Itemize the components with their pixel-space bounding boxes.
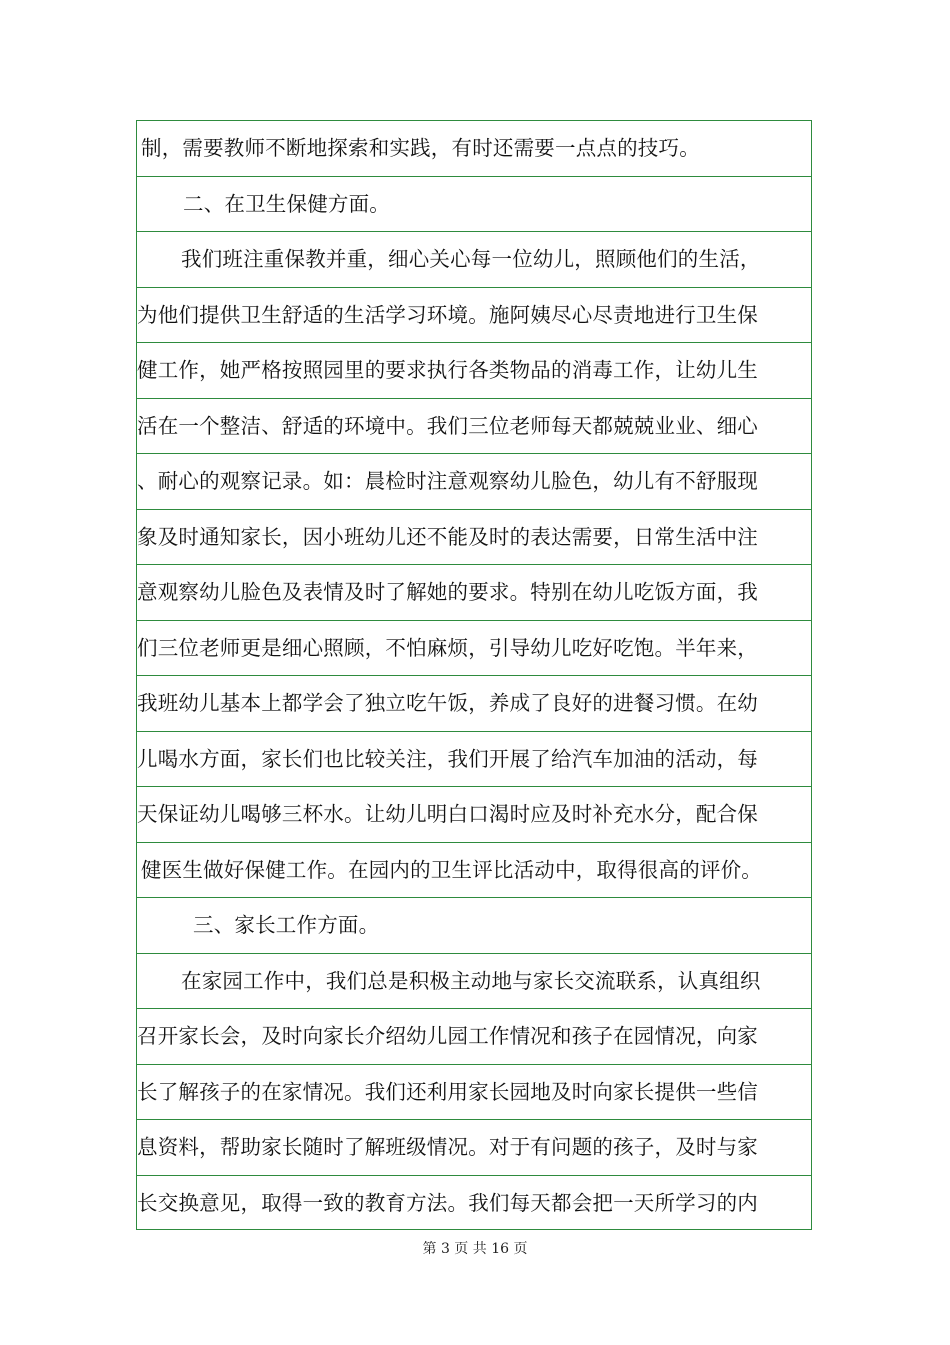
text-line: 为他们提供卫生舒适的生活学习环境。施阿姨尽心尽责地进行卫生保 xyxy=(137,288,811,344)
text-line: 息资料，帮助家长随时了解班级情况。对于有问题的孩子，及时与家 xyxy=(137,1120,811,1176)
page-footer: 第 3 页 共 16 页 xyxy=(422,1241,528,1257)
text-line: 制，需要教师不断地探索和实践，有时还需要一点点的技巧。 xyxy=(137,121,811,177)
text-line: 召开家长会，及时向家长介绍幼儿园工作情况和孩子在园情况，向家 xyxy=(137,1009,811,1065)
text-line: 三、家长工作方面。 xyxy=(137,898,811,954)
text-line: 、耐心的观察记录。如：晨检时注意观察幼儿脸色，幼儿有不舒服现 xyxy=(137,454,811,510)
text-line: 意观察幼儿脸色及表情及时了解她的要求。特别在幼儿吃饭方面，我 xyxy=(137,565,811,621)
text-line: 健医生做好保健工作。在园内的卫生评比活动中，取得很高的评价。 xyxy=(137,843,811,899)
ruled-text-box xyxy=(136,120,812,1230)
text-line: 在家园工作中，我们总是积极主动地与家长交流联系，认真组织 xyxy=(137,954,811,1010)
text-line: 天保证幼儿喝够三杯水。让幼儿明白口渴时应及时补充水分，配合保 xyxy=(137,787,811,843)
text-line: 我班幼儿基本上都学会了独立吃午饭，养成了良好的进餐习惯。在幼 xyxy=(137,676,811,732)
text-line: 健工作，她严格按照园里的要求执行各类物品的消毒工作，让幼儿生 xyxy=(137,343,811,399)
text-line: 二、在卫生保健方面。 xyxy=(137,177,811,233)
text-line: 我们班注重保教并重，细心关心每一位幼儿，照顾他们的生活， xyxy=(137,232,811,288)
text-line: 儿喝水方面，家长们也比较关注，我们开展了给汽车加油的活动，每 xyxy=(137,732,811,788)
text-line: 象及时通知家长，因小班幼儿还不能及时的表达需要，日常生活中注 xyxy=(137,510,811,566)
text-line: 长了解孩子的在家情况。我们还利用家长园地及时向家长提供一些信 xyxy=(137,1065,811,1121)
text-line: 长交换意见，取得一致的教育方法。我们每天都会把一天所学习的内 xyxy=(137,1190,758,1215)
text-line: 活在一个整洁、舒适的环境中。我们三位老师每天都兢兢业业、细心 xyxy=(137,399,811,455)
text-line: 们三位老师更是细心照顾，不怕麻烦，引导幼儿吃好吃饱。半年来， xyxy=(137,621,811,677)
